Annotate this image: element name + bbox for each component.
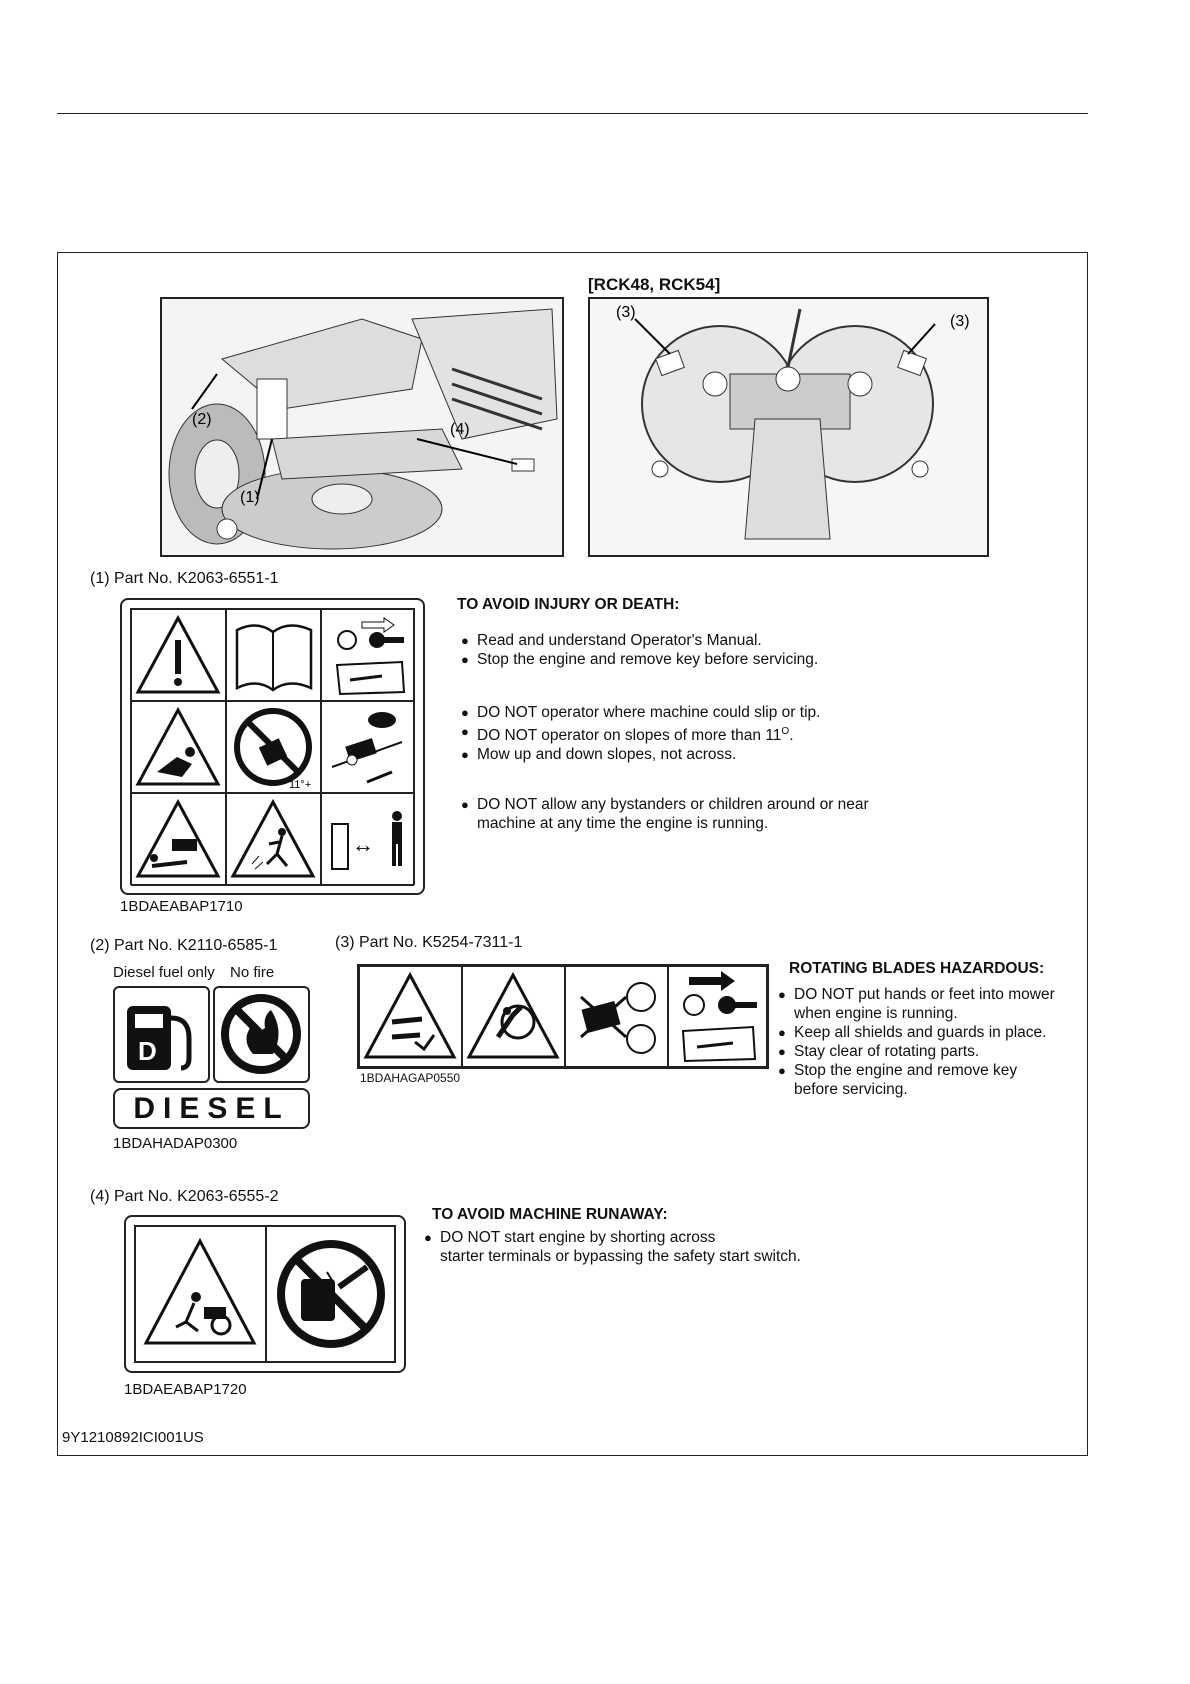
label3-bullet-4-cont: before servicing. (794, 1081, 908, 1098)
mower-deck-illustration (590, 299, 987, 555)
label1-bullet-6-cont: machine at any time the engine is running. (477, 815, 769, 832)
label4-code: 1BDAEABAP1720 (124, 1381, 247, 1398)
header-rule (57, 113, 1088, 114)
label2-code: 1BDAHADAP0300 (113, 1135, 238, 1152)
label1-group2: ● DO NOT operator where machine could slip or tip. ● DO NOT operator on slopes of more than $11^O$. ● Mow up and down slopes, not across. (461, 704, 821, 764)
label3-bullets: ● DO NOT put hands or feet into mower when engine is running. ● Keep all shields and guards in place. ● Stay clear of rotating parts. ● Stop the engine and remove key before servicing. (778, 986, 1055, 1098)
blade-contact-icon (462, 966, 565, 1067)
label3-bullet-2: Keep all shields and guards in place. (794, 1024, 1047, 1041)
label2-title: (2) Part No. K2110-6585-1 (90, 937, 278, 954)
runaway-icon (135, 1226, 266, 1362)
label1-heading: TO AVOID INJURY OR DEATH: (457, 596, 680, 613)
label4-bullets: ● DO NOT start engine by shorting across starter terminals or bypassing the safety start switch. (424, 1229, 801, 1265)
label3-bullet-3: Stay clear of rotating parts. (794, 1043, 980, 1060)
tractor-photo (160, 297, 564, 557)
label1-group3: ● DO NOT allow any bystanders or children around or near machine at any time the engine is running. (461, 796, 869, 832)
label3-bullet-1-cont: when engine is running. (794, 1005, 958, 1022)
key-remove-icon (321, 609, 414, 701)
callout-2: (2) (192, 411, 212, 428)
degree-symbol: O (781, 726, 790, 737)
label1-bullet-5: Mow up and down slopes, not across. (477, 746, 737, 764)
callout-3-right: (3) (950, 313, 970, 330)
nofire-caption: No fire (230, 964, 275, 981)
thrown-object-icon (226, 793, 321, 886)
no-slope-icon (226, 701, 321, 793)
slope-mark: 11°+ (289, 779, 312, 791)
fuel-pump-icon (113, 986, 210, 1083)
label1-bullet-1: Read and understand Operator's Manual. (477, 632, 762, 649)
run-over-icon (131, 793, 226, 886)
mower-deck-photo (588, 297, 989, 557)
label1-bullet-4: DO NOT operator on slopes of more than 11 (477, 727, 782, 745)
label1-bullet-2: Stop the engine and remove key before servicing. (477, 651, 819, 668)
no-short-start-icon (266, 1226, 395, 1362)
label4-heading: TO AVOID MACHINE RUNAWAY: (432, 1206, 668, 1223)
label1-title: (1) Part No. K2063-6551-1 (90, 570, 279, 587)
callout-3-left: (3) (616, 304, 636, 321)
tractor-illustration (162, 299, 562, 555)
label1-bullet-3: DO NOT operator where machine could slip or tip. (477, 704, 821, 721)
callout-4: (4) (450, 421, 470, 438)
label4-title: (4) Part No. K2063-6555-2 (90, 1188, 279, 1205)
manual-book-icon (226, 609, 321, 701)
label1-bullet-6: DO NOT allow any bystanders or children around or near (477, 796, 869, 813)
no-fire-icon (213, 986, 310, 1083)
label3-code: 1BDAHAGAP0550 (360, 1071, 461, 1085)
label3-decal (357, 964, 769, 1069)
key-remove-icon-2 (668, 966, 767, 1067)
pump-letter: D (138, 1036, 157, 1066)
label4-bullet-1-cont: starter terminals or bypassing the safety start switch. (440, 1248, 801, 1265)
label1-group1: ● Read and understand Operator's Manual. ● Stop the engine and remove key before servicing. (461, 632, 819, 668)
tip-over-icon (131, 701, 226, 793)
callout-1: (1) (240, 489, 260, 506)
label1-decal (120, 598, 425, 895)
label3-heading: ROTATING BLADES HAZARDOUS: (789, 960, 1045, 977)
doc-code: 9Y1210892ICI001US (62, 1429, 204, 1446)
diesel-badge (113, 1088, 310, 1129)
label4-bullet-1: DO NOT start engine by shorting across (440, 1229, 716, 1246)
diesel-caption: Diesel fuel only (113, 964, 215, 981)
model-label: [RCK48, RCK54] (588, 275, 721, 294)
label1-bullet-4-suffix: . (789, 727, 794, 745)
label1-code: 1BDAEABAP1710 (120, 898, 243, 915)
rotating-blade-icon (565, 966, 668, 1067)
hand-foot-cut-icon (359, 966, 462, 1067)
label4-decal (124, 1215, 406, 1373)
bystander-distance-icon (321, 793, 414, 886)
turtle-slope-icon (321, 701, 414, 793)
label3-bullet-4: Stop the engine and remove key (794, 1062, 1018, 1079)
label3-title: (3) Part No. K5254-7311-1 (335, 934, 523, 951)
svg-text:↔: ↔ (352, 832, 374, 857)
warning-triangle-icon (131, 609, 226, 701)
diesel-text: DIESEL (133, 1091, 290, 1125)
label3-bullet-1: DO NOT put hands or feet into mower (794, 986, 1055, 1003)
